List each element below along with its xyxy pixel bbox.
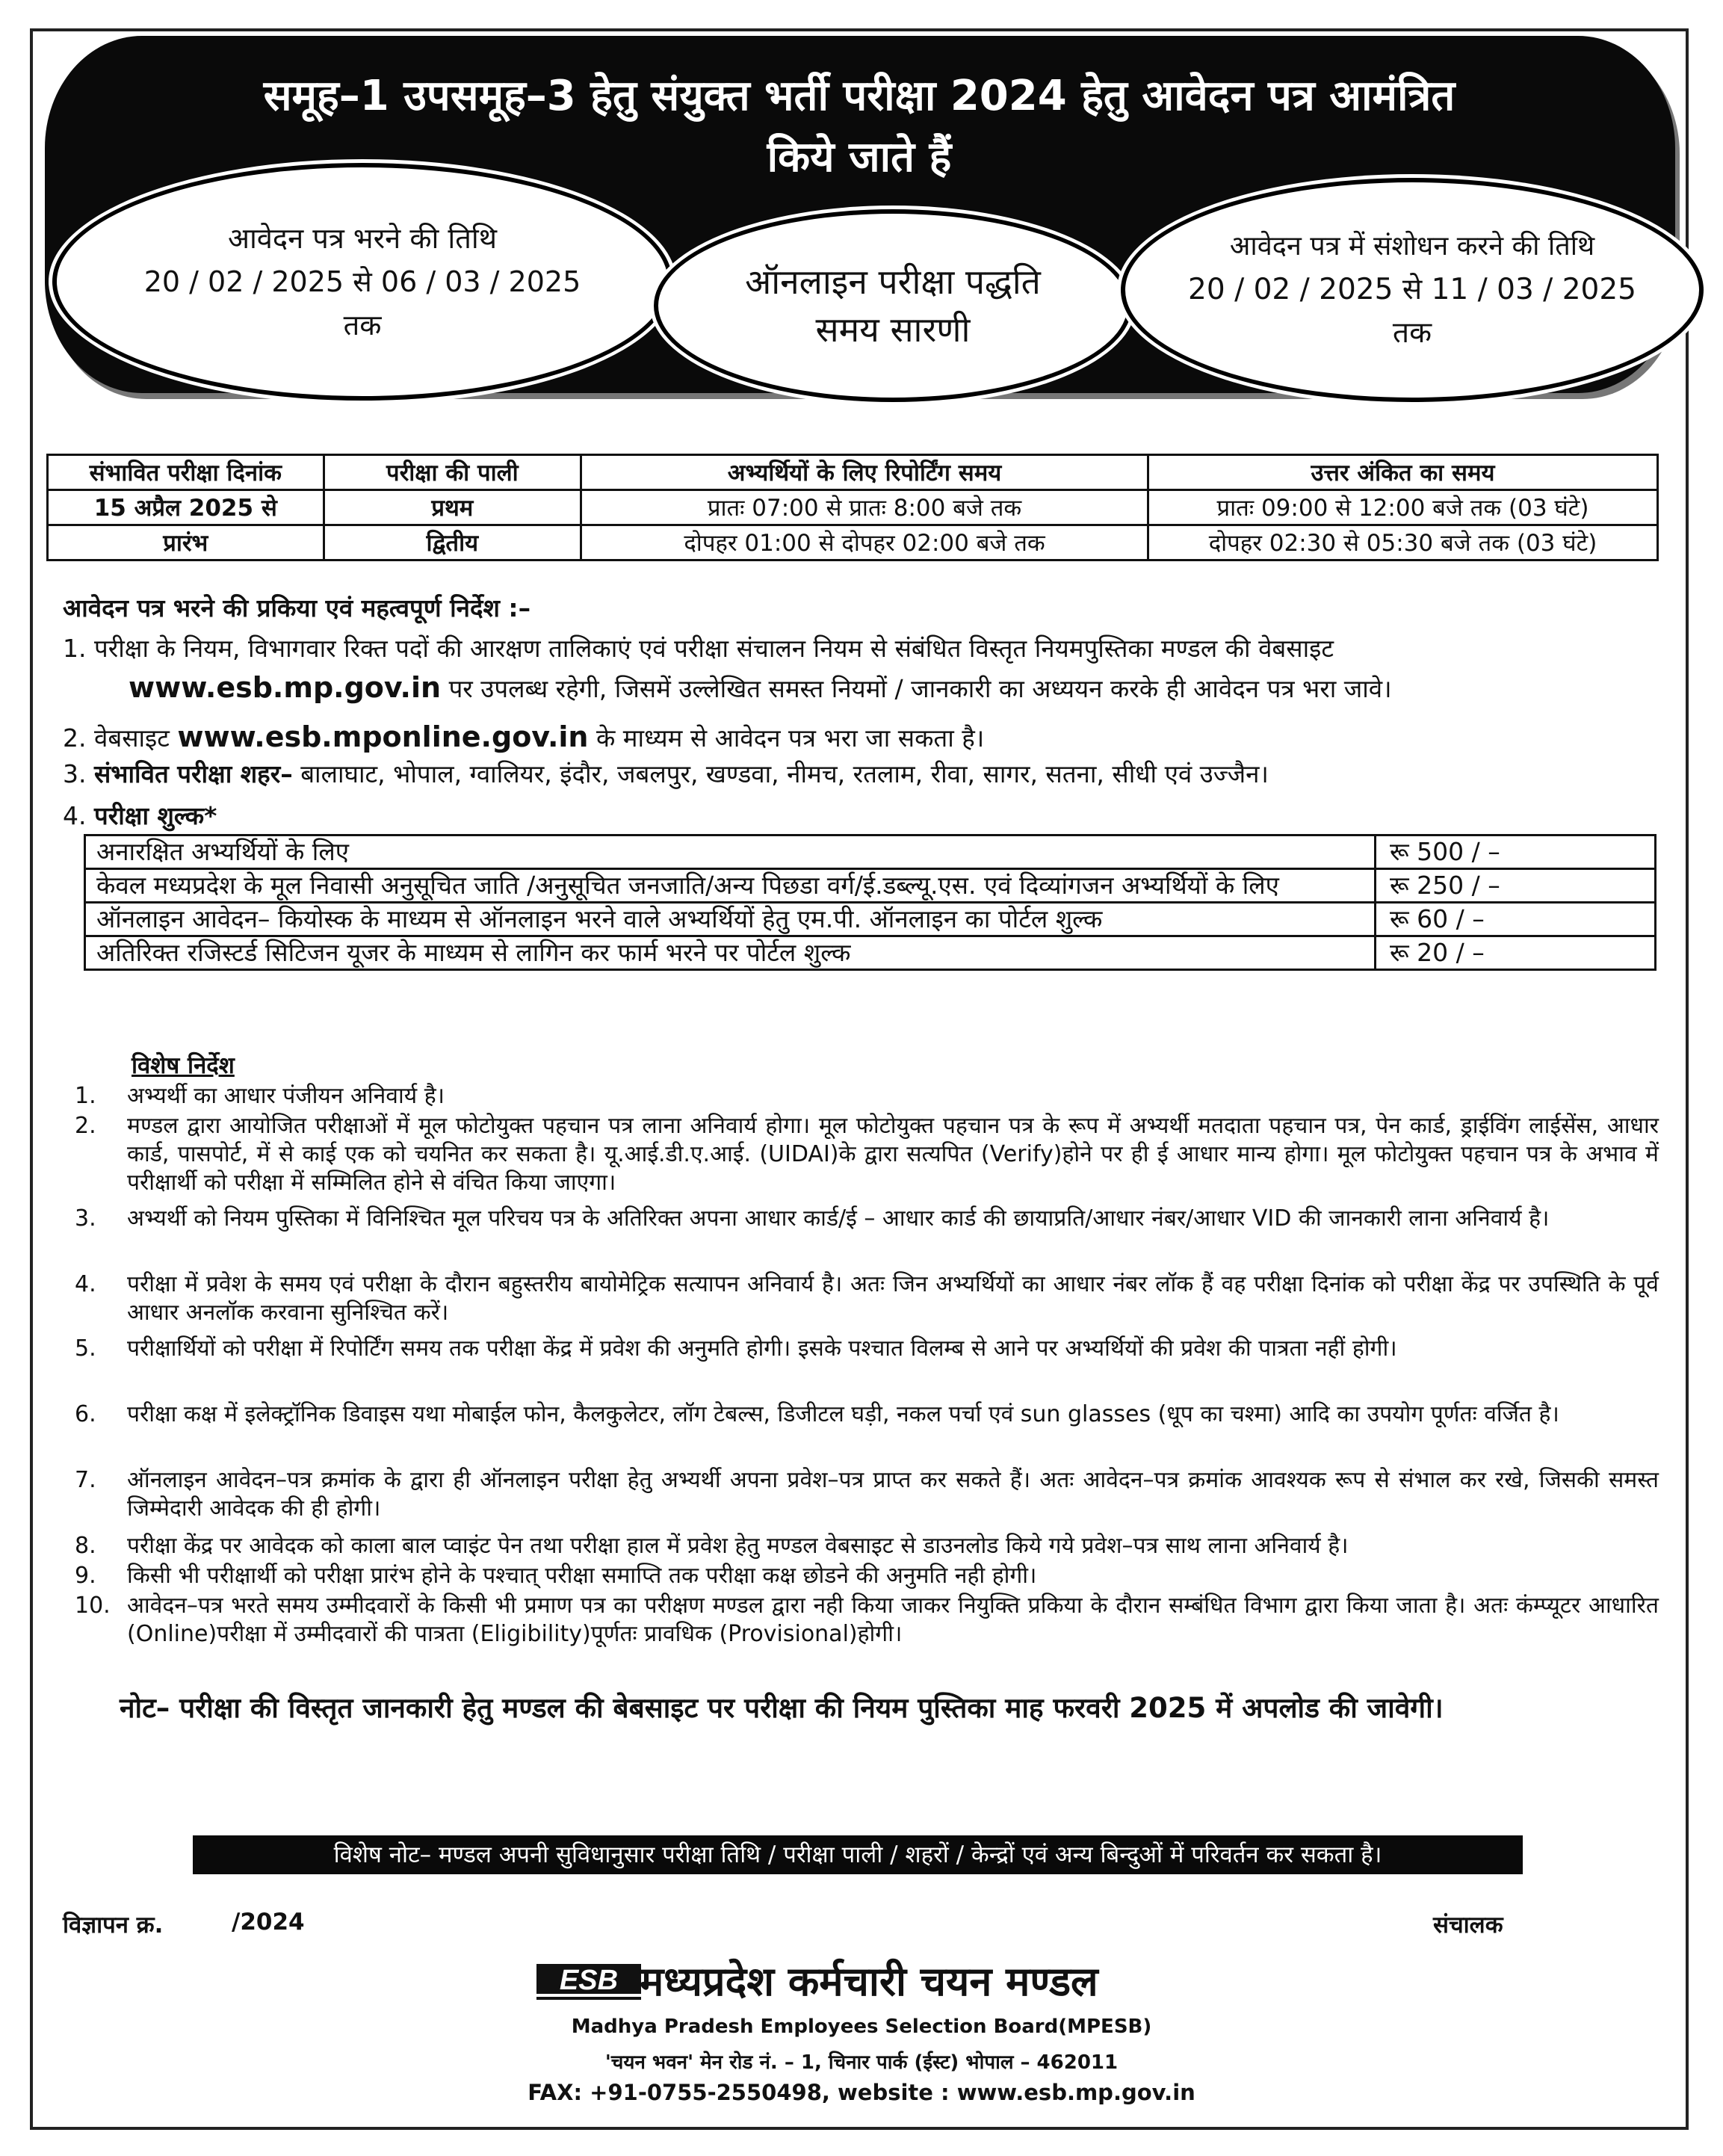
schedule-header-date: संभावित परीक्षा दिनांक	[48, 455, 324, 490]
special-item	[75, 1532, 1659, 1560]
special-item	[75, 1270, 1659, 1327]
special-item-number: 2.	[75, 1113, 96, 1139]
special-item-number: 5.	[75, 1335, 96, 1362]
instruction-item-3	[63, 755, 1662, 794]
special-item-text: परीक्षा कक्ष में इलेक्ट्रॉनिक डिवाइस यथा मोबाईल फोन, कैलकुलेटर, लॉग टेबल्स, डिजीटल घड़ी, नकल पर्चा एवं sun glasses (धूप का चश्मा) आदि का उपयोग पूर्णतः वर्जित है।	[127, 1401, 1559, 1427]
special-item-number: 4.	[75, 1271, 96, 1297]
instruction-number: 2.	[63, 723, 87, 753]
exam-cities-list: बालाघाट, भोपाल, ग्वालियर, इंदौर, जबलपुर, खण्डवा, नीमच, रतलाम, रीवा, सागर, सतना, सीधी एवं उज्जैन।	[292, 759, 1269, 788]
fee-row	[85, 835, 1656, 869]
instruction-item-1	[63, 629, 1662, 708]
esb-website-link[interactable]: www.esb.mp.gov.in	[129, 671, 442, 704]
special-item	[75, 1112, 1659, 1197]
special-item-text: परीक्षा में प्रवेश के समय एवं परीक्षा के दौरान बहुस्तरीय बायोमेट्रिक सत्यापन अनिवार्य है। अतः जिन अभ्यर्थियों का आधार नंबर लॉक हैं वह परीक्षा दिनांक को परीक्षा केंद्र पर उपस्थिति के पूर्व आधार अनलॉक करवाना सुनिश्चित करें।	[127, 1271, 1659, 1326]
special-item-number: 6.	[75, 1401, 96, 1427]
fee-description: केवल मध्यप्रदेश के मूल निवासी अनुसूचित जाति /अनुसूचित जनजाति/अन्य पिछडा वर्ग/ई.डब्ल्यू.एस. एवं दिव्यांगजन अभ्यर्थियों के लिए	[85, 869, 1376, 903]
special-instructions-title: विशेष निर्देश	[132, 1052, 235, 1079]
fee-row	[85, 903, 1656, 936]
schedule-row	[48, 490, 1658, 525]
special-item-text: अभ्यर्थी का आधार पंजीयन अनिवार्य है।	[127, 1083, 445, 1109]
esb-logo	[536, 1961, 641, 2004]
instructions-heading: आवेदन पत्र भरने की प्रकिया एवं महत्वपूर्ण निर्देश :–	[63, 593, 531, 623]
schedule-date-line-1: 15 अप्रैल 2025 से	[48, 490, 324, 525]
instruction-item-4	[63, 797, 1662, 835]
special-item-number: 3.	[75, 1205, 96, 1232]
schedule-reporting-cell: प्रातः 07:00 से प्रातः 8:00 बजे तक	[581, 490, 1148, 525]
application-date-label: आवेदन पत्र भरने की तिथि	[227, 222, 498, 255]
advertisement-number-label: विज्ञापन क्र.	[63, 1912, 164, 1939]
title-line-2: किये जाते हैं	[767, 133, 952, 182]
note-paragraph: नोट– परीक्षा की विस्तृत जानकारी हेतु मण्डल की बेबसाइट पर परीक्षा की नियम पुस्तिका माह फरवरी 2025 में अपलोड की जावेगी।	[120, 1692, 1444, 1724]
schedule-title-line-2: समय सारणी	[815, 309, 971, 350]
application-date-oval	[52, 163, 672, 401]
special-item-number: 9.	[75, 1563, 96, 1589]
special-item	[75, 1335, 1659, 1363]
exam-schedule-table	[46, 454, 1659, 561]
special-item	[75, 1562, 1659, 1590]
schedule-answer-cell: दोपहर 02:30 से 05:30 बजे तक (03 घंटे)	[1148, 525, 1657, 560]
schedule-title-oval	[654, 209, 1132, 402]
schedule-title-line-1: ऑनलाइन परीक्षा पद्धति	[745, 262, 1041, 302]
special-item	[75, 1400, 1659, 1429]
special-item-number: 8.	[75, 1533, 96, 1559]
instruction-text: परीक्षा के नियम, विभागवार रिक्त पदों की आरक्षण तालिकाएं एवं परीक्षा संचालन नियम से संबंधित विस्तृत नियमपुस्तिका मण्डल की वेबसाइट	[94, 634, 1334, 663]
schedule-row	[48, 525, 1658, 560]
fee-amount: रू 500 / –	[1376, 835, 1656, 869]
instruction-number: 4.	[63, 801, 87, 830]
board-name-hindi: मध्यप्रदेश कर्मचारी चयन मण्डल	[640, 1958, 1098, 2005]
fee-amount: रू 20 / –	[1376, 936, 1656, 970]
special-item-number: 7.	[75, 1467, 96, 1493]
special-item-text: मण्डल द्वारा आयोजित परीक्षाओं में मूल फोटोयुक्त पहचान पत्र लाना अनिवार्य होगा। मूल फोटोयुक्त पहचान पत्र के रूप में अभ्यर्थी मतदाता पहचान पत्र, पेन कार्ड, ड्राईविंग लाईसेंस, आधार कार्ड, पासपोर्ट, में से काई एक को चयनित कर सकता है। यू.आई.डी.ए.आई. (UIDAI)के द्वारा सत्यपित (Verify)होने पर ही ई आधार मान्य होगा। मूल फोटोयुक्त पहचान पत्र के अभाव में परीक्षार्थी को परीक्षा में सम्मिलित होने से वंचित किया जाएगा।	[127, 1113, 1659, 1196]
special-item-number: 1.	[75, 1083, 96, 1109]
exam-fee-table	[84, 834, 1657, 971]
fee-description: ऑनलाइन आवेदन– कियोस्क के माध्यम से ऑनलाइन भरने वाले अभ्यर्थियों हेतु एम.पी. ऑनलाइन का पोर्टल शुल्क	[85, 903, 1376, 936]
title-line-1: समूह–1 उपसमूह–3 हेतु संयुक्त भर्ती परीक्षा 2024 हेतु आवेदन पत्र आमंत्रित	[263, 72, 1456, 120]
special-item-number: 10.	[75, 1593, 111, 1619]
special-item-text: परीक्षा केंद्र पर आवेदक को काला बाल प्वाइंट पेन तथा परीक्षा हाल में प्रवेश हेतु मण्डल वेबसाइट से डाउनलोड किये गये प्रवेश–पत्र साथ लाना अनिवार्य है।	[127, 1533, 1349, 1559]
instruction-item-2	[63, 717, 1662, 758]
special-item-text: किसी भी परीक्षार्थी को परीक्षा प्रारंभ होने के पश्चात् परीक्षा समाप्ति तक परीक्षा कक्ष छोडने की अनुमति नही होगी।	[127, 1563, 1037, 1589]
fee-amount: रू 250 / –	[1376, 869, 1656, 903]
special-item	[75, 1205, 1659, 1233]
special-item-text: ऑनलाइन आवेदन–पत्र क्रमांक के द्वारा ही ऑनलाइन परीक्षा हेतु अभ्यर्थी अपना प्रवेश–पत्र प्राप्त कर सकते हैं। अतः आवेदन–पत्र क्रमांक आवश्यक रूप से संभाल कर रखे, जिसकी समस्त जिम्मेदारी आवेदक की ही होगी।	[127, 1467, 1659, 1522]
instruction-number: 3.	[63, 759, 87, 788]
exam-fee-label: परीक्षा शुल्क*	[94, 801, 217, 830]
mponline-website-link[interactable]: www.esb.mponline.gov.in	[177, 720, 589, 753]
special-item-text: परीक्षार्थियों को परीक्षा में रिपोर्टिंग समय तक परीक्षा केंद्र में प्रवेश की अनुमति होगी। इसके पश्चात विलम्ब से आने पर अभ्यर्थियों की प्रवेश की पात्रता नहीं होगी।	[127, 1335, 1397, 1362]
fee-row	[85, 869, 1656, 903]
schedule-header-reporting: अभ्यर्थियों के लिए रिपोर्टिंग समय	[581, 455, 1148, 490]
director-signature-label: संचालक	[1433, 1912, 1503, 1939]
board-address: 'चयन भवन' मेन रोड नं. – 1, चिनार पार्क (ईस्ट) भोपाल – 462011	[604, 2051, 1119, 2074]
fee-description: अनारक्षित अभ्यर्थियों के लिए	[85, 835, 1376, 869]
schedule-header-row	[48, 455, 1658, 490]
instruction-text-tail: पर उपलब्ध रहेगी, जिसमें उल्लेखित समस्त नियमों / जानकारी का अध्ययन करके ही आवेदन पत्र भरा जावे।	[441, 674, 1392, 703]
application-date-suffix: तक	[343, 309, 382, 342]
correction-date-range: 20 / 02 / 2025 से 11 / 03 / 2025	[1188, 273, 1636, 306]
special-item	[75, 1082, 1659, 1111]
special-item	[75, 1466, 1659, 1523]
schedule-date-line-2: प्रारंभ	[48, 525, 324, 560]
special-note-strip: विशेष नोट– मण्डल अपनी सुविधानुसार परीक्षा तिथि / परीक्षा पाली / शहरों / केन्द्रों एवं अन्य बिन्दुओं में परिवर्तन कर सकता है।	[193, 1835, 1523, 1874]
fee-description: अतिरिक्त रजिस्टर्ड सिटिजन यूजर के माध्यम से लागिन कर फार्म भरने पर पोर्टल शुल्क	[85, 936, 1376, 970]
header-banner	[45, 36, 1675, 393]
instruction-text: वेबसाइट	[94, 723, 178, 753]
fee-amount: रू 60 / –	[1376, 903, 1656, 936]
instruction-number: 1.	[63, 634, 87, 663]
schedule-reporting-cell: दोपहर 01:00 से दोपहर 02:00 बजे तक	[581, 525, 1148, 560]
instruction-text-tail: के माध्यम से आवेदन पत्र भरा जा सकता है।	[588, 723, 985, 753]
schedule-shift-cell: प्रथम	[324, 490, 581, 525]
fee-row	[85, 936, 1656, 970]
correction-date-oval	[1121, 178, 1704, 402]
correction-date-label: आवेदन पत्र में संशोधन करने की तिथि	[1229, 231, 1595, 262]
schedule-shift-cell: द्वितीय	[324, 525, 581, 560]
schedule-header-shift: परीक्षा की पाली	[324, 455, 581, 490]
board-name-english: Madhya Pradesh Employees Selection Board(MPESB)	[571, 2016, 1152, 2038]
application-date-range: 20 / 02 / 2025 से 06 / 03 / 2025	[143, 265, 581, 298]
special-item-text: आवेदन–पत्र भरते समय उम्मीदवारों के किसी भी प्रमाण पत्र का परीक्षण मण्डल द्वारा नही किया जाकर नियुक्ति प्रकिया के दौरान सम्बंधित विभाग द्वारा किया जाता है। अतः कंम्प्यूटर आधारित (Online)परीक्षा में उम्मीदवारों की पात्रता (Eligibility)पूर्णतः प्रावधिक (Provisional)होगी।	[127, 1593, 1659, 1647]
board-contact: FAX: +91-0755-2550498, website : www.esb.mp.gov.in	[528, 2080, 1195, 2105]
special-item	[75, 1592, 1659, 1649]
correction-date-suffix: तक	[1392, 316, 1432, 350]
advertisement-year: /2024	[232, 1909, 305, 1936]
exam-cities-label: संभावित परीक्षा शहर–	[94, 759, 293, 788]
schedule-header-answer: उत्तर अंकित का समय	[1148, 455, 1657, 490]
special-item-text: अभ्यर्थी को नियम पुस्तिका में विनिश्चित मूल परिचय पत्र के अतिरिक्त अपना आधार कार्ड/ई – आधार कार्ड की छायाप्रति/आधार नंबर/आधार VID की जानकारी लाना अनिवार्य है।	[127, 1205, 1550, 1232]
esb-logo-text: ESB	[559, 1965, 619, 1996]
schedule-answer-cell: प्रातः 09:00 से 12:00 बजे तक (03 घंटे)	[1148, 490, 1657, 525]
